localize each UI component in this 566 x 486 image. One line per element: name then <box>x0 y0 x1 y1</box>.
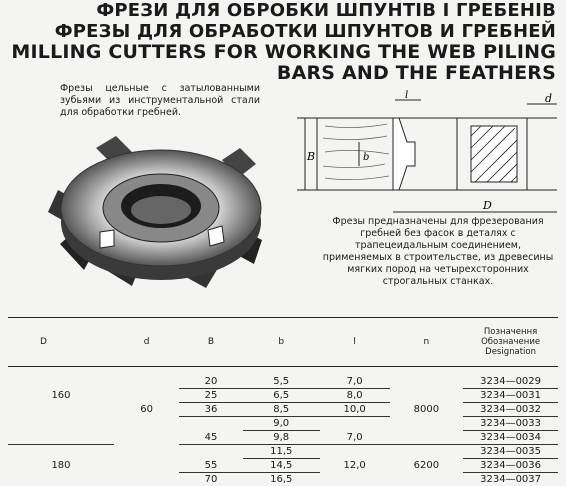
header-d: d <box>114 318 179 367</box>
title-english-line2: BARS AND THE FEATHERS <box>11 63 556 84</box>
title-ukrainian: ФРЕЗИ ДЛЯ ОБРОБКИ ШПУНТІВ І ГРЕБЕНІВ <box>11 0 556 21</box>
label-D: D <box>482 199 492 212</box>
description-left: Фрезы цельные с затылованными зубьями из инструментальной стали для обработки гребней. <box>60 83 260 119</box>
header-B: B <box>179 318 242 367</box>
title-russian: ФРЕЗЫ ДЛЯ ОБРАБОТКИ ШПУНТОВ И ГРЕБНЕЙ <box>11 21 556 42</box>
specification-table <box>8 317 558 486</box>
table-row: 9,0 3234—0033 <box>8 417 558 431</box>
title-block <box>11 0 556 84</box>
table-row: 60 36 8,5 10,0 8000 3234—0032 <box>8 403 558 417</box>
table-header-row <box>8 318 558 367</box>
label-b: b <box>363 152 369 163</box>
label-l: l <box>405 90 408 101</box>
description-right: Фрезы предназначены для фрезерования гребней без фасок в деталях с трапецеидальным соединением, применяемых в строительстве, из древесины мягких пород на четырехсторонних строгальных станках. <box>322 216 554 288</box>
label-d: d <box>545 92 552 105</box>
table-row: 11,5 3234—0035 <box>8 445 558 459</box>
header-n: n <box>390 318 464 367</box>
header-D: D <box>8 318 114 367</box>
table-row: 70 16,5 3234—0037 <box>8 473 558 486</box>
technical-drawing <box>295 90 563 220</box>
header-designation: Позначення Обозначение Designation <box>463 318 558 367</box>
table-row: 45 9,8 7,0 3234—0034 <box>8 431 558 445</box>
table-row: 20 5,5 7,0 3234—0029 <box>8 375 558 389</box>
title-english-line1: MILLING CUTTERS FOR WORKING THE WEB PILING <box>11 42 556 63</box>
header-b: b <box>243 318 320 367</box>
label-B: B <box>306 150 315 163</box>
header-l: l <box>320 318 390 367</box>
table-row: 160 25 6,5 8,0 3234—0031 <box>8 389 558 403</box>
milling-cutter-illustration <box>36 130 286 290</box>
table-row: 180 55 14,5 12,0 6200 3234—0036 <box>8 459 558 473</box>
